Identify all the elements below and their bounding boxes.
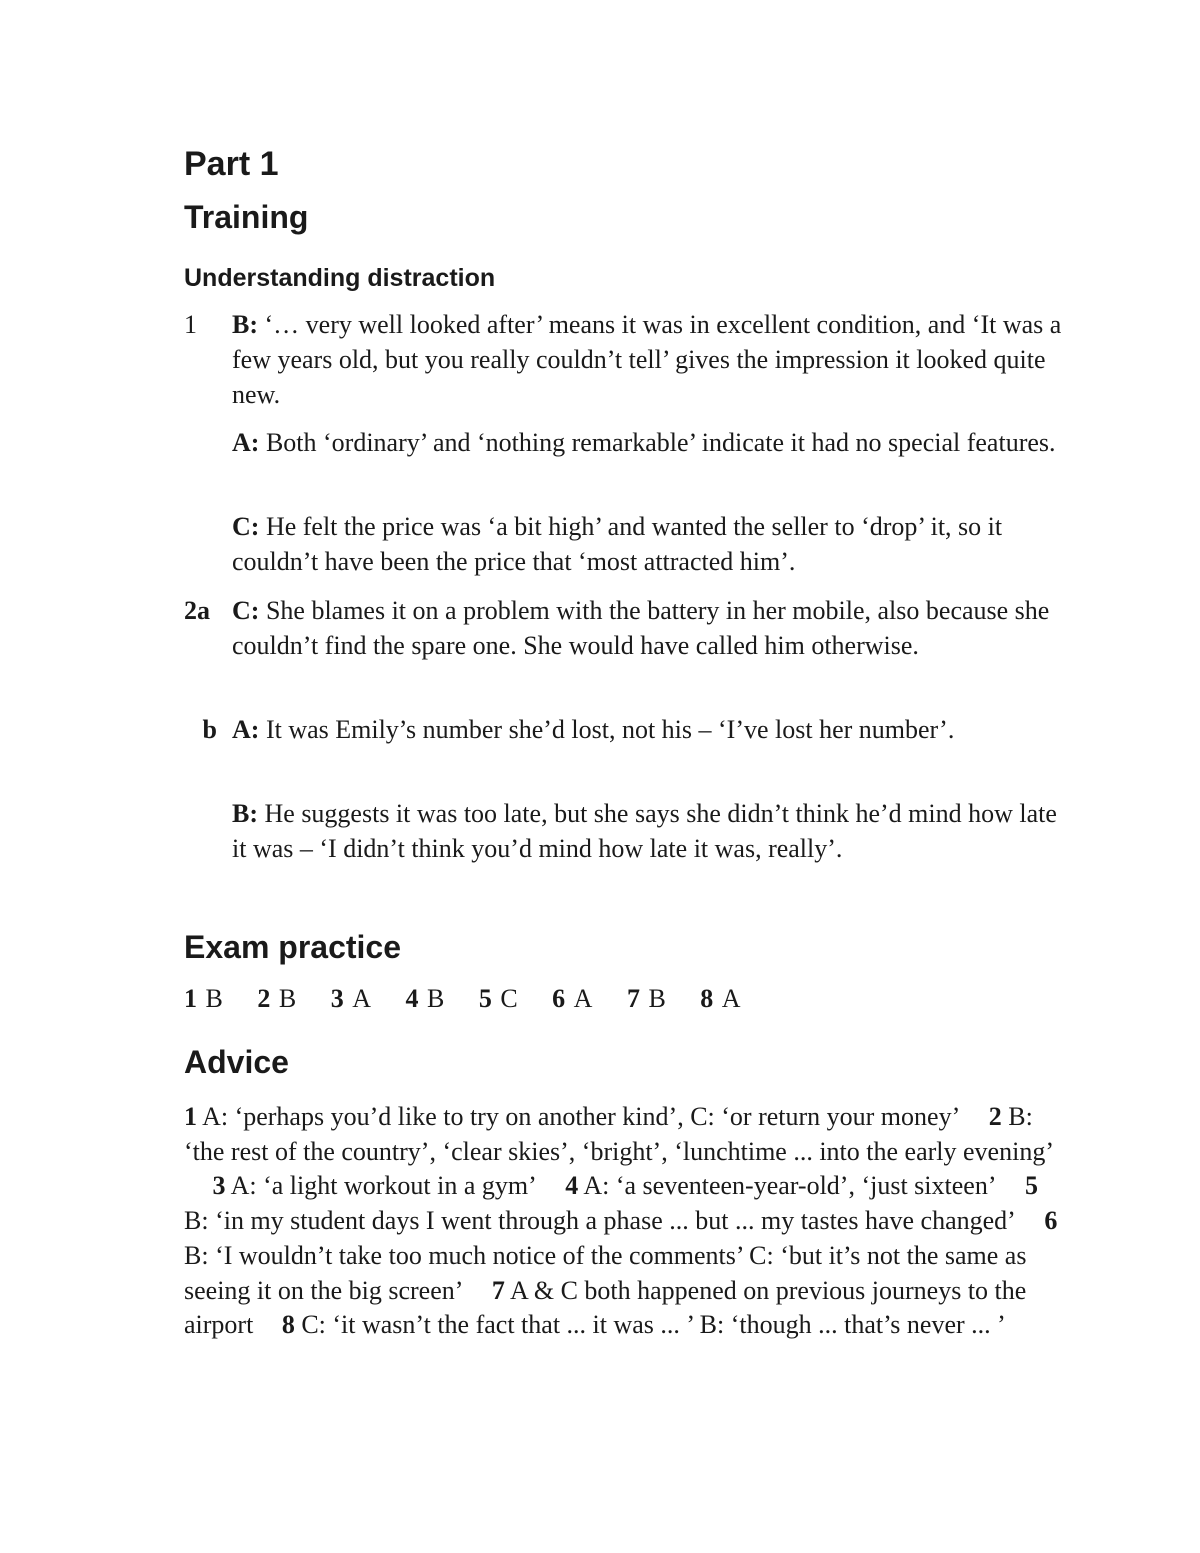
- option-key: A:: [232, 428, 260, 457]
- advice-number: 8: [281, 1310, 295, 1340]
- answer-item: [184, 712, 1064, 747]
- advice-number: 1: [184, 1102, 197, 1131]
- advice-number: 6: [1044, 1206, 1058, 1236]
- item-body: [232, 425, 1064, 460]
- option-key: C:: [232, 596, 260, 625]
- item-body: [232, 509, 1064, 579]
- item-body: [232, 712, 1064, 747]
- answer-item: [184, 307, 1064, 412]
- exam-answer: 6 A: [552, 984, 594, 1013]
- item-text: She blames it on a problem with the battery in her mobile, also because she couldn’t find the spare one. She would have called him otherwise.: [232, 596, 1050, 660]
- subsection-title: Understanding distraction: [184, 264, 496, 292]
- exam-answer: 1 B: [184, 984, 224, 1013]
- item-number: b: [202, 715, 217, 744]
- exam-answer: 4 B: [405, 984, 446, 1013]
- option-key: C:: [232, 512, 260, 541]
- answer-item: [184, 509, 1064, 579]
- exam-answer: 2 B: [257, 984, 298, 1013]
- advice-number: 2: [988, 1102, 1002, 1131]
- exam-answer: 5 C: [478, 984, 519, 1013]
- item-body: [232, 307, 1064, 412]
- item-body: [232, 593, 1064, 663]
- section-title-training: Training: [184, 199, 309, 235]
- advice-entry: A: ‘perhaps you’d like to try on another kind’, C: ‘or return your money’: [202, 1102, 961, 1131]
- item-text: Both ‘ordinary’ and ‘nothing remarkable’ indicate it had no special features.: [259, 428, 1056, 457]
- advice-entry: A & C both happened on previous journeys to the airport: [184, 1275, 1027, 1340]
- exam-answers: [184, 982, 768, 1016]
- exam-answer: 8 A: [700, 984, 742, 1013]
- answer-item: [184, 796, 1064, 866]
- item-text: He felt the price was ‘a bit high’ and wanted the seller to ‘drop’ it, so it couldn’t have been the price that ‘most attracted him’.: [232, 512, 1003, 576]
- advice-entry: A: ‘a seventeen-year-old’, ‘just sixteen’: [583, 1171, 997, 1201]
- option-key: A:: [232, 715, 260, 744]
- exam-answer: 3 A: [330, 984, 372, 1013]
- item-number: 2a: [184, 596, 210, 625]
- advice-entry: B: ‘I wouldn’t take too much notice of the comments’ C: ‘but it’s not the same as seeing it on the big screen’: [184, 1240, 1027, 1305]
- answer-item: [184, 593, 1064, 663]
- option-key: B:: [232, 310, 258, 339]
- item-text: He suggests it was too late, but she says she didn’t think he’d mind how late it was – ‘I didn’t think you’d mind how late it was, really’.: [232, 799, 1057, 863]
- exam-practice-title: Exam practice: [184, 929, 402, 965]
- item-number: 1: [184, 310, 197, 339]
- answer-item: [184, 425, 1064, 460]
- item-text: It was Emily’s number she’d lost, not his – ‘I’ve lost her number’.: [259, 715, 955, 744]
- advice-entry: A: ‘a light workout in a gym’: [230, 1171, 537, 1201]
- advice-entry: C: ‘it wasn’t the fact that ... it was ... ’ B: ‘though ... that’s never ... ’: [301, 1310, 1006, 1340]
- advice-text: [184, 1100, 1064, 1343]
- advice-number: 4: [565, 1171, 579, 1201]
- advice-entry: B: ‘the rest of the country’, ‘clear skies’, ‘bright’, ‘lunchtime ... into the early evening’: [184, 1102, 1054, 1166]
- item-text: ‘… very well looked after’ means it was in excellent condition, and ‘It was a few years old, but you really couldn’t tell’ gives the impression it looked quite new.: [232, 310, 1062, 409]
- advice-number: 7: [491, 1275, 505, 1305]
- advice-entry: B: ‘in my student days I went through a phase ... but ... my tastes have changed’: [184, 1206, 1016, 1236]
- advice-number: 3: [212, 1171, 226, 1201]
- exam-answer: 7 B: [626, 984, 667, 1013]
- item-body: [232, 796, 1064, 866]
- part-title: Part 1: [184, 145, 279, 183]
- option-key: B:: [232, 799, 258, 828]
- advice-number: 5: [1025, 1171, 1038, 1201]
- advice-title: Advice: [184, 1044, 289, 1080]
